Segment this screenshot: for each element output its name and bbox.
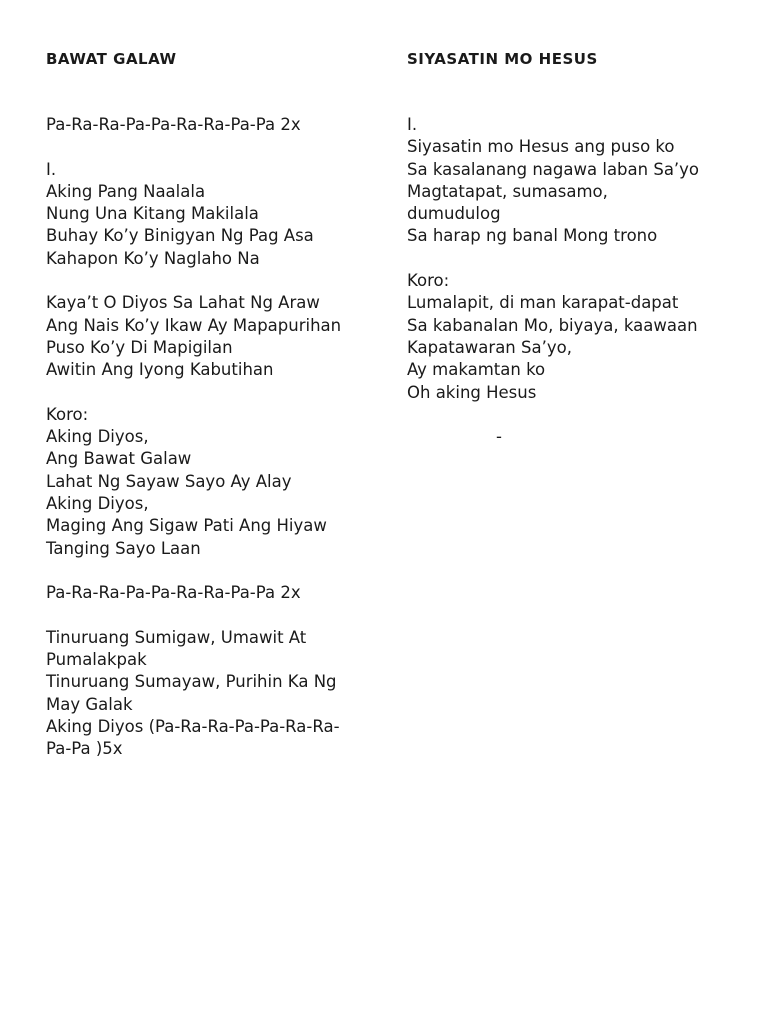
lyric-line: Koro: — [46, 404, 89, 424]
lyric-line: Oh aking Hesus — [407, 382, 537, 402]
lyric-line: Lumalapit, di man karapat-dapat — [407, 293, 679, 313]
trailing-dash: - — [496, 427, 502, 447]
lyric-line: Lahat Ng Sayaw Sayo Ay Alay — [46, 471, 292, 491]
lyrics-block — [46, 114, 366, 761]
lyric-line: Pa-Ra-Ra-Pa-Pa-Ra-Ra-Pa-Pa 2x — [46, 115, 301, 134]
lyric-line: I. — [46, 159, 57, 179]
stanza-break — [46, 560, 366, 582]
lyric-line: Koro: — [407, 271, 450, 291]
lyric-line: Puso Ko’y Di Mapigilan — [46, 337, 233, 357]
lyric-line: Tinuruang Sumayaw, Purihin Ka Ng — [46, 672, 337, 692]
stanza-break — [46, 136, 366, 158]
lyric-line: May Galak — [46, 694, 133, 714]
lyric-line: Ang Bawat Galaw — [46, 449, 192, 469]
lyric-line: dumudulog — [407, 204, 501, 224]
lyric-line: Pa-Ra-Ra-Pa-Pa-Ra-Ra-Pa-Pa 2x — [46, 583, 301, 603]
lyric-line: Aking Diyos, — [46, 494, 149, 514]
lyric-line: Aking Pang Naalala — [46, 181, 206, 201]
song-bawat-galaw — [46, 48, 366, 761]
lyric-line: Aking Diyos (Pa-Ra-Ra-Pa-Pa-Ra-Ra- — [46, 717, 340, 737]
stanza-break — [46, 605, 366, 627]
lyric-line: Sa harap ng banal Mong trono — [407, 226, 658, 246]
lyric-line: Magtatapat, sumasamo, — [407, 181, 608, 201]
lyric-line: Pumalakpak — [46, 650, 147, 670]
lyric-line: Kaya’t O Diyos Sa Lahat Ng Araw — [46, 293, 320, 313]
spacer — [407, 404, 747, 426]
lyrics-block — [407, 114, 747, 404]
lyric-line: Kapatawaran Sa’yo, — [407, 337, 572, 357]
song-title: SIYASATIN MO HESUS — [407, 50, 598, 68]
lyric-line: Sa kasalanang nagawa laban Sa’yo — [407, 159, 700, 179]
lyric-line: Ang Nais Ko’y Ikaw Ay Mapapurihan — [46, 315, 342, 335]
stanza-break — [46, 270, 366, 292]
lyric-line: Tanging Sayo Laan — [46, 538, 201, 558]
lyric-line: Tinuruang Sumigaw, Umawit At — [46, 627, 307, 647]
lyric-line: Kahapon Ko’y Naglaho Na — [46, 248, 260, 268]
lyric-line: Pa-Pa )5x — [46, 739, 123, 759]
lyric-line: Maging Ang Sigaw Pati Ang Hiyaw — [46, 516, 327, 536]
song-siyasatin-mo-hesus — [407, 48, 747, 448]
lyric-line: Buhay Ko’y Binigyan Ng Pag Asa — [46, 226, 314, 246]
lyric-line: Awitin Ang Iyong Kabutihan — [46, 360, 274, 380]
lyric-line: Sa kabanalan Mo, biyaya, kaawaan — [407, 315, 698, 335]
lyric-line: Ay makamtan ko — [407, 360, 546, 380]
lyric-line: Siyasatin mo Hesus ang puso ko — [407, 137, 675, 157]
lyric-line: Nung Una Kitang Makilala — [46, 204, 259, 224]
song-title: BAWAT GALAW — [46, 50, 177, 68]
stanza-break — [46, 382, 366, 404]
lyric-line: I. — [407, 115, 418, 134]
stanza-break — [407, 248, 747, 270]
lyric-line: Aking Diyos, — [46, 427, 149, 447]
